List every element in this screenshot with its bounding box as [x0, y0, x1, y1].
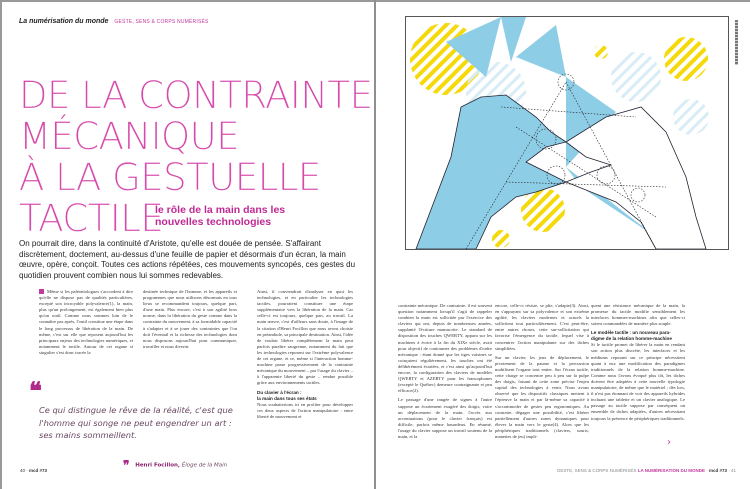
- continue-arrow-icon: ›: [667, 437, 671, 448]
- body-text: Si le tactile promet de libérer la main en rendant son action plus discrète, les interfaces et les médiums reposant sur ce principe nécessitent quant à eux une modification des paradigmes traditionnels de la relation homme-machine. Comme nous l'avons évoqué plus tôt, les tâches doivent être adaptées à cette nouvelle typologie manipulatoire, de même que le matériel ; dès lors, il n'est pas étonnant de voir des appareils hybrides incluant une tablette et un clavier analogique. Le passage au tactile suppose par conséquent un ensemble de tâches adaptées, d'autres nécessitant toujours la présence de périphériques traditionnels.: [591, 342, 685, 421]
- section-heading: Le modèle tactile : un nouveau para- digme de la relation homme-machine: [591, 330, 672, 342]
- quote-author: Henri Focillon,: [135, 462, 180, 469]
- body-text: Même si les paléontologues s'accordent à dire qu'elle ne dispose pas de qualités particulières, excepté son incroyable polyvalence(1), la main, plus qu'un prolongement, est également bien plus qu'un outil. Comme nous sommes loin de le connaître pas après, l'outil constitue une étape dans le long processus de libération de la main. De même, c'est sur elle que reposent aujourd'hui les principaux enjeux des technologies numériques, et notamment le tactile. Autour de cet organe si singulier s'est donc tracée la: [39, 289, 133, 355]
- close-quote-icon: ❞: [123, 458, 130, 472]
- open-quote-icon: ❝: [29, 376, 42, 405]
- body-text: Le passage d'une rangée de signes à l'autre suppose un écartement exagéré des doigts, voire un déplacement de la main, l'accès aux accentuations (pour le clavier français) est difficile, parfois même hasardeux. En résumé, l'usage du clavier suppose un travail soutenu de la main, et la: [398, 397, 492, 439]
- running-head-section: La numérisation du monde: [19, 18, 109, 25]
- illustration-svg: [406, 17, 728, 249]
- title-line: MÉCANIQUE: [19, 115, 240, 158]
- yellow-striped-circle: [521, 188, 565, 232]
- right-page: [376, 2, 750, 489]
- body-text: encore, celle-ci résiste, se plie, s'adapte(3). Ainsi, en s'appuyant sur sa polyvalence et son extrême agilité, les claviers modernes et actuels la sollicitent tout particulièrement. C'est peut-être, entre autres choses, cette sur-sollicitation qui favorise l'émergence du tactile, lequel vise à concentrer l'action manipulante sur des tâches simplifiées.: [495, 303, 589, 351]
- footer-theme: LA NUMÉRISATION DU MONDE: [637, 468, 705, 473]
- page-number: 40: [20, 468, 26, 473]
- yellow-striped-circle: [594, 45, 608, 59]
- left-page: [0, 2, 374, 489]
- body-column-4: [398, 303, 492, 458]
- blue-striped-circle: [611, 52, 661, 102]
- body-column-2: [143, 289, 237, 369]
- yellow-striped-circle: [492, 230, 510, 248]
- running-head-subsection: GESTE, SENS & CORPS NUMÉRISÉS: [114, 19, 209, 25]
- title-line: À LA GESTUELLE: [19, 156, 321, 199]
- quote-work: Éloge de la Main: [181, 462, 228, 469]
- title-line: TACTILE: [19, 197, 164, 240]
- article-subtitle: [155, 204, 285, 228]
- subtitle-line: nouvelles technologies: [155, 216, 272, 228]
- body-text: contrainte mécanique. De contrainte, il est souvent question notamment lorsqu'il s'agit de rappeler combien la main est sollicitée par l'exercice des claviers qui ont, depuis de nombreuses années, supplanté l'écriture manuscrite. Le standard de disposition des touches QWERTY, apparu sur les machines à écrire à la fin du XIXe siècle, avait pour objectif de contourner des problèmes d'ordre mécanique : étant donné que les tiges voisines se coinçaient régulièrement, les touches ont été délibérément écartées, et c'est ainsi qu'aujourd'hui encore, la configuration des claviers de modèles QWERTY et AZERTY pour les francophones (excepté le Québec) demeure contraignante et peu efficace(2).: [398, 303, 492, 394]
- body-column-3: [257, 289, 353, 457]
- quote-text: Ce qui distingue le rêve de la réalité, c'est que l'homme qui songe ne peut engendrer un art : ses mains sommeillent.: [39, 405, 233, 440]
- body-column-1: [39, 289, 133, 369]
- lead-paragraph: On pourrait dire, dans la continuité d'Aristote, qu'elle est douée de pensée. S'affairant discrètement, doctement, au-dessus d'une feuille de papier et désormais d'un écran, la main œuvre, opère, conçoit. Toutes ces actions répétées, ces mouvements syncopés, ces gestes du quotidien prouvent combien nous lui sommes redevables.: [19, 239, 356, 280]
- body-text: Sur un clavier, les jeux de déplacement, le pivotement de la paume et la percussion mobilisent l'organe tout entier. Sur l'écran tactile, cette charge se concentre peu à peu sur la pulpe des doigts, faisant de cette zone précise l'enjeu capital des technologies à venir. Nous avons observé que les dispositifs classiques mettent à l'épreuve la main et par là-même sa capacité à s'accommoder de gestes peu ergonomiques. Au contraire, dégager une possibilité, c'est libérer partiellement d'autres zones dynamiques pour élever la main vers le geste(4). Alors que les périphériques traditionnels (claviers, souris, manettes de jeu) impli-: [495, 354, 589, 439]
- blue-triangle: [516, 25, 566, 77]
- body-text: destinée technique de l'homme, et les appareils et programmes que nous utilisons désormais en tous lieux se recommandent toujours, quelque part, d'une main. Plus encore, c'est à son agilité hors norme, dans la libération du geste comme dans la contrainte du mouvement, à sa formidable capacité à s'adapter et à se jouer des contraintes que l'on doit l'éventail et la richesse des technologies dont nous disposons aujourd'hui pour communiquer, travailler et nous divertir.: [143, 289, 237, 349]
- page-number: 41: [730, 468, 736, 473]
- body-text: Nous souhaiterions ici en profiter pour développer ces deux aspects de l'action manipulatoire : entre liberté de mouvement et: [257, 401, 353, 419]
- hands-illustration: [405, 16, 729, 250]
- body-column-6: [591, 303, 685, 458]
- title-line: DE LA CONTRAINTE: [19, 74, 373, 117]
- yellow-striped-circle: [664, 37, 708, 81]
- magazine-issue: mcd #73: [708, 468, 727, 473]
- section-heading: Du clavier à l'écran : la main dans tous ses états: [257, 389, 317, 401]
- running-head: [19, 18, 209, 25]
- body-column-5: [495, 303, 589, 458]
- body-text: Ainsi, il conviendrait d'analyser en quoi les technologies, et en particulier les technologies tactiles, pourraient constituer une étape supplémentaire vers la libération de la main. Car celle-ci est toujours, quelque part, au travail. La main œuvre, c'est d'ailleurs sans doute, à l'image de la citation d'Henri Focillon que nous avons choisie en préambule, sa principale destination. Ainsi, l'idée de vouloir libérer complètement la main peut parfois paraître saugrenue, notamment du fait que les technologies reposent sur l'extrême polyvalence de cet organe, et ce, même si l'interaction homme-machine passe progressivement de la contrainte mécanique du mouvement – par l'usage du clavier – à l'apparente liberté du geste – rendue possible grâce aux environnements tactiles.: [257, 289, 353, 386]
- blue-striped-circle: [673, 99, 709, 135]
- magazine-issue: mcd #73: [29, 468, 48, 473]
- left-folio: 40 · mcd #73: [20, 468, 48, 473]
- subtitle-line: le rôle de la main dans les: [155, 204, 286, 216]
- right-folio: GESTE, SENS & CORPS NUMÉRISÉS LA NUMÉRISATION DU MONDE · mcd #73 · 41: [556, 468, 736, 473]
- paragraph-bullet-icon: [39, 289, 44, 294]
- body-text: quent une résistance mécanique de la main, la promesse du tactile modifie sensiblement les interfaces hommes-machines afin que celles-ci soient commandées de manière plus souple.: [591, 303, 685, 327]
- footer-section: GESTE, SENS & CORPS NUMÉRISÉS: [556, 468, 637, 473]
- quote-attribution: [123, 458, 227, 472]
- illustration-credit-strip: [735, 20, 738, 65]
